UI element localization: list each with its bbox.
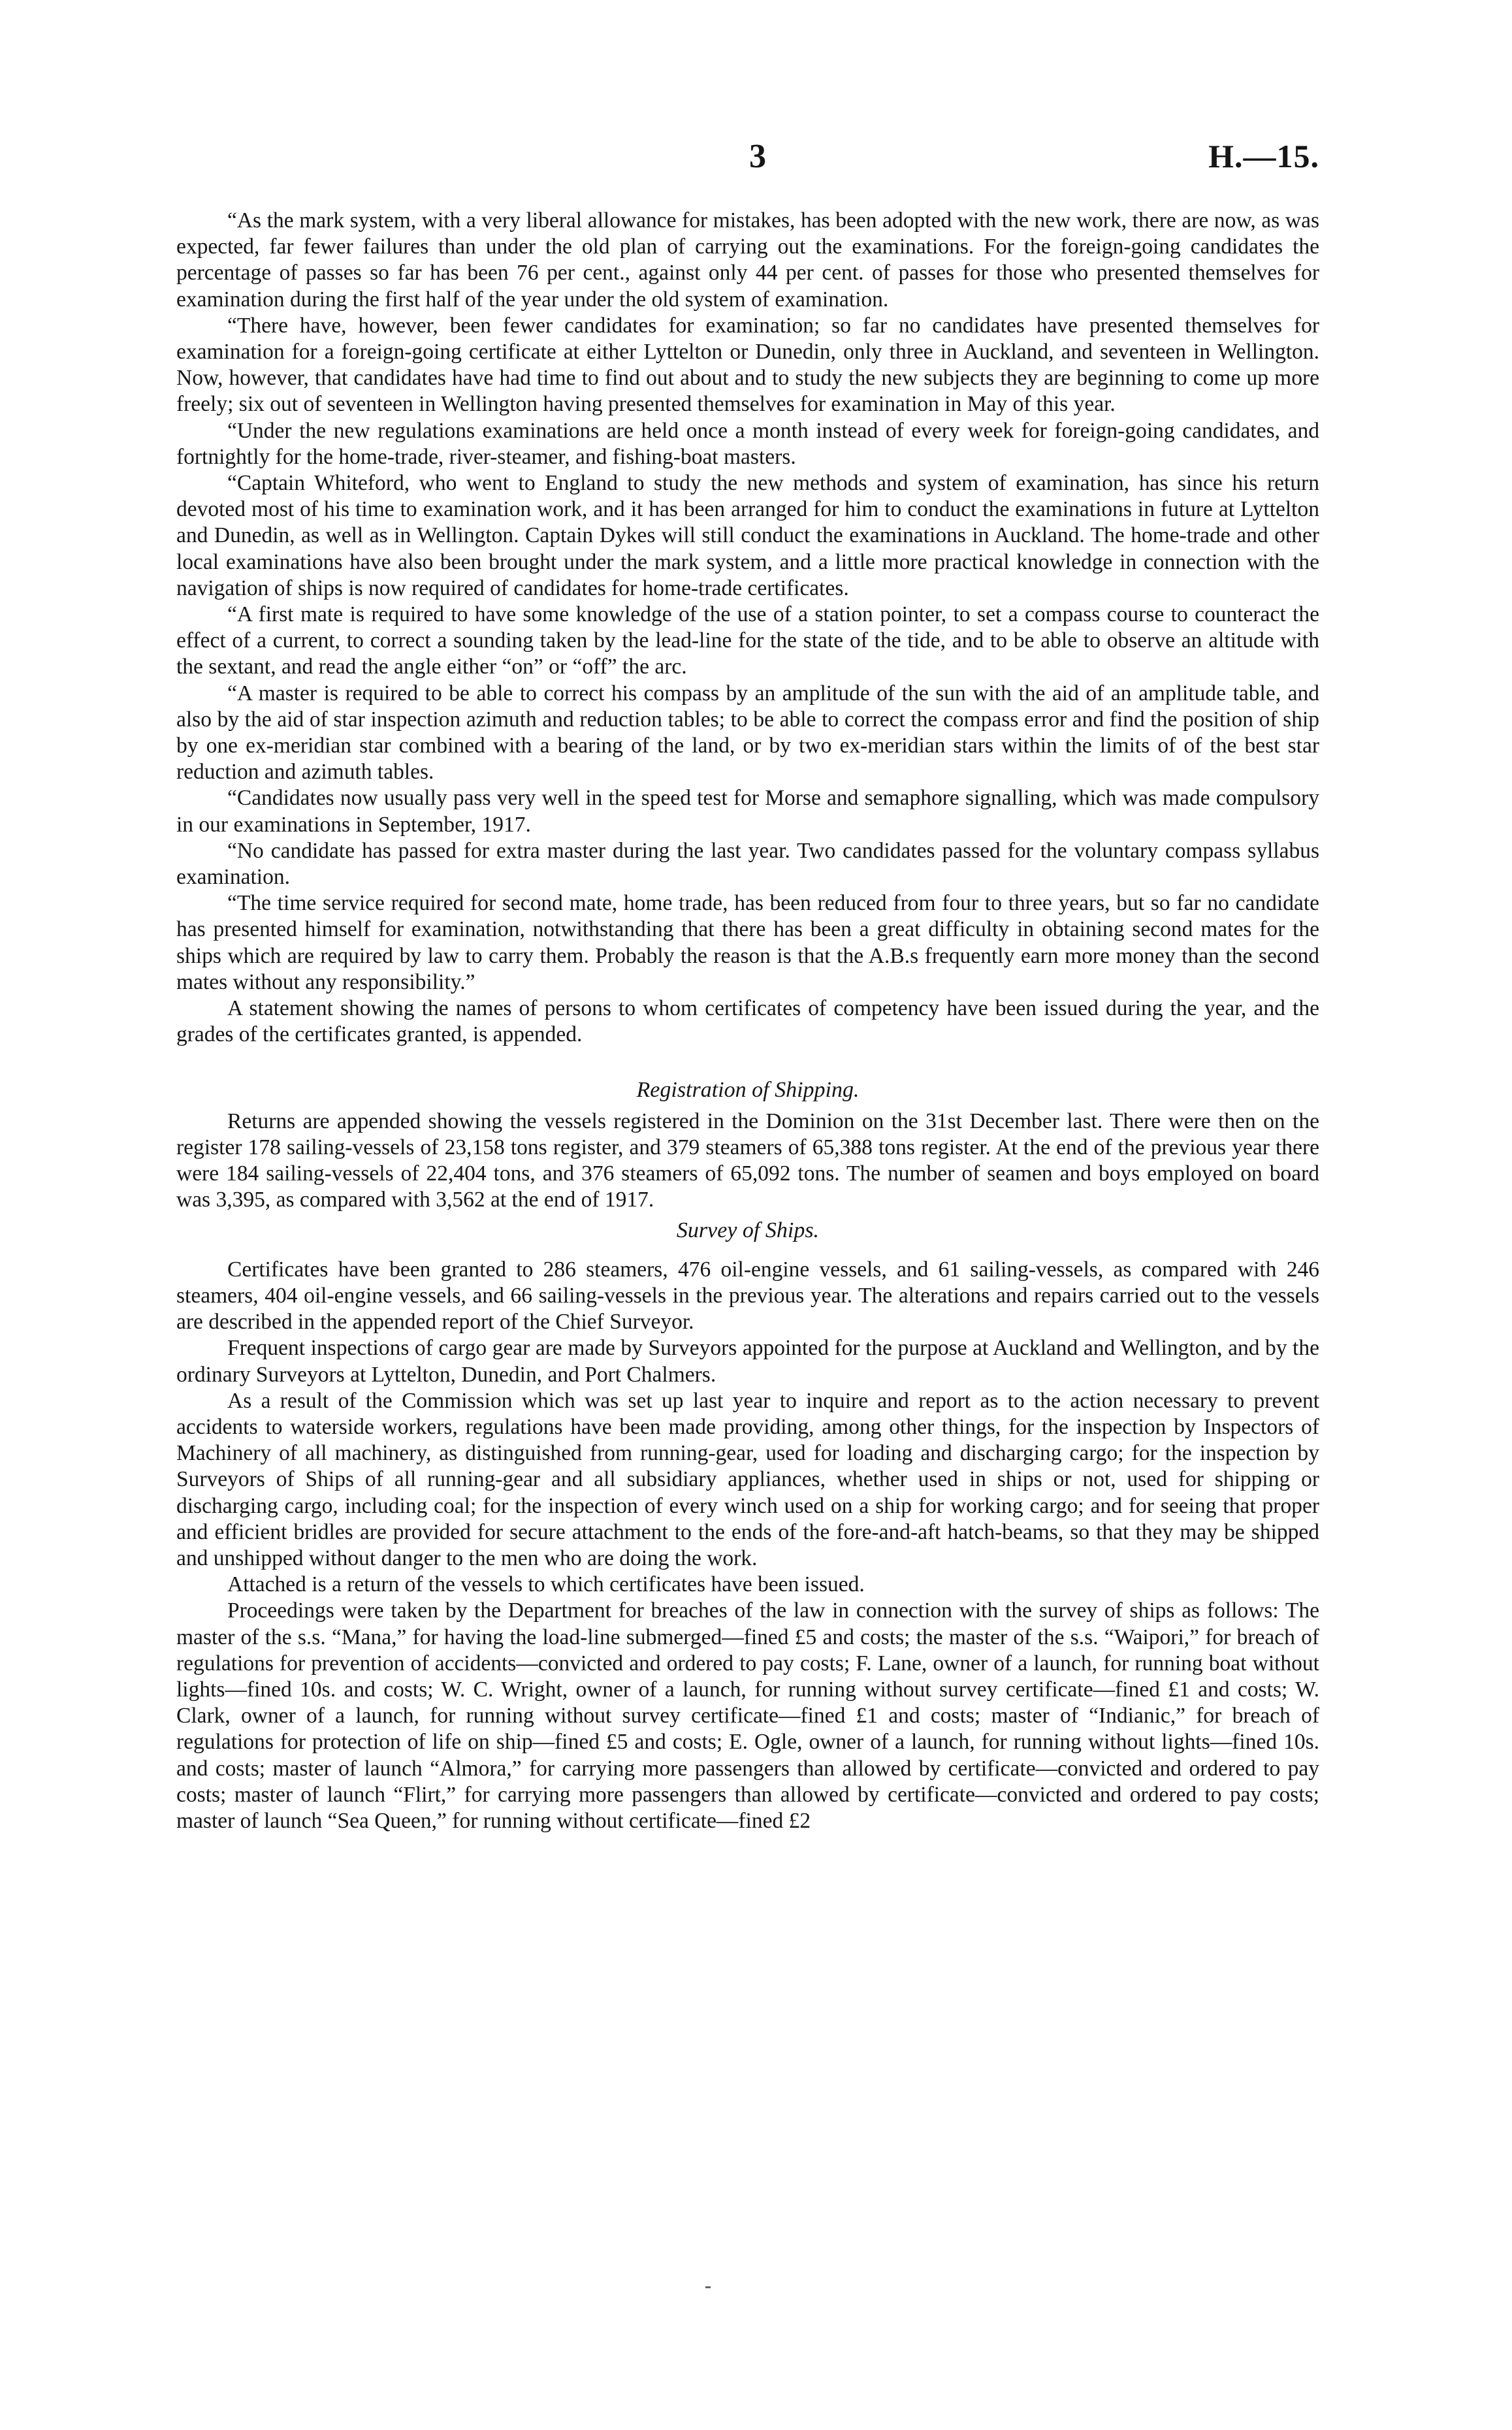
- print-mark: [705, 2286, 711, 2288]
- paragraph: Frequent inspections of cargo gear are made by Surveyors appointed for the purpose at Auckland and Wellington, and by the ordinary Surveyors at Lyttelton, Dunedin, and Port Chalmers.: [176, 1336, 1319, 1387]
- paragraph: “As the mark system, with a very liberal allowance for mistakes, has been adopted with the new work, there are now, as was expected, far fewer failures than under the old plan of carrying out the examinations. For the foreign-going candidates the percentage of passes so far has been 76 per cent., against only 44 per cent. of passes for those who presented themselves for examination during the first half of the year under the old system of examination.: [176, 208, 1319, 312]
- paragraph: A statement showing the names of persons to whom certificates of competency have been issued during the year, and the grades of the certificates granted, is appended.: [176, 996, 1319, 1047]
- page-number: 3: [749, 138, 766, 175]
- paragraph: “Candidates now usually pass very well in the speed test for Morse and semaphore signalling, which was made compulsory in our examinations in September, 1917.: [176, 786, 1319, 837]
- paragraph: Proceedings were taken by the Department for breaches of the law in connection with the survey of ships as follows: The master of the s.s. “Mana,” for having the load-line submerged—fined £5 and costs; the master of the s.s. “Waipori,” for breach of regulations for prevention of accidents—convicted and ordered to pay costs; F. Lane, owner of a launch, for running boat without lights—fined 10s. and costs; W. C. Wright, owner of a launch, for running without survey certificate—fined £1 and costs; W. Clark, owner of a launch, for running without survey certificate—fined £1 and costs; master of “Indianic,” for breach of regulations for protection of life on ship—fined £5 and costs; E. Ogle, owner of a launch, for running without lights—fined 10s. and costs; master of launch “Almora,” for carrying more passengers than allowed by certificate—convicted and ordered to pay costs; master of launch “Flirt,” for carrying more passengers than allowed by certificate—convicted and ordered to pay costs; master of launch “Sea Queen,” for running without certificate—fined £2: [176, 1598, 1319, 1833]
- paragraph: As a result of the Commission which was set up last year to inquire and report as to the action necessary to prevent accidents to waterside workers, regulations have been made providing, among other things, for the inspection by Inspectors of Machinery of all machinery, as distinguished from running-gear, used for loading and discharging cargo; for the inspection by Surveyors of Ships of all running-gear and all subsidiary appliances, whether used in ships or not, used for shipping or discharging cargo, including coal; for the inspection of every winch used on a ship for working cargo; and for seeing that proper and efficient bridles are provided for secure attachment to the ends of the fore-and-aft hatch-beams, so that they may be shipped and unshipped without danger to the men who are doing the work.: [176, 1388, 1319, 1570]
- document-body: [176, 208, 1319, 1834]
- paragraph: “There have, however, been fewer candidates for examination; so far no candidates have presented themselves for examination for a foreign-going certificate at either Lyttelton or Dunedin, only three in Auckland, and seventeen in Wellington. Now, however, that candidates have had time to find out about and to study the new subjects they are beginning to come up more freely; six out of seventeen in Wellington having presented themselves for examination in May of this year.: [176, 313, 1319, 417]
- paragraph: “The time service required for second mate, home trade, has been reduced from four to three years, but so far no candidate has presented himself for examination, notwithstanding that there has been a great difficulty in obtaining second mates for the ships which are required by law to carry them. Probably the reason is that the A.B.s frequently earn more money than the second mates without any responsibility.”: [176, 891, 1319, 994]
- paragraph: “A master is required to be able to correct his compass by an amplitude of the sun with the aid of an amplitude table, and also by the aid of star inspection azimuth and reduction tables; to be able to correct the compass error and find the position of ship by one ex-meridian star combined with a bearing of the land, or by two ex-meridian stars within the limits of of the best star reduction and azimuth tables.: [176, 681, 1319, 785]
- section-heading-registration: Registration of Shipping.: [636, 1077, 860, 1102]
- paragraph: Attached is a return of the vessels to which certificates have been issued.: [227, 1572, 865, 1597]
- paragraph: “Under the new regulations examinations are held once a month instead of every week for foreign-going candidates, and fortnightly for the home-trade, river-steamer, and fishing-boat masters.: [176, 418, 1319, 469]
- paragraph: “No candidate has passed for extra master during the last year. Two candidates passed for the voluntary compass syllabus examination.: [176, 838, 1319, 890]
- paragraph: Certificates have been granted to 286 steamers, 476 oil-engine vessels, and 61 sailing-vessels, as compared with 246 steamers, 404 oil-engine vessels, and 66 sailing-vessels in the previous year. The alterations and repairs carried out to the vessels are described in the appended report of the Chief Surveyor.: [176, 1257, 1319, 1335]
- paragraph: “Captain Whiteford, who went to England to study the new methods and system of examination, has since his return devoted most of his time to examination work, and it has been arranged for him to conduct the examinations in future at Lyttelton and Dunedin, as well as in Wellington. Captain Dykes will still conduct the examinations in Auckland. The home-trade and other local examinations have also been brought under the mark system, and a little more practical knowledge in connection with the navigation of ships is now required of candidates for home-trade certificates.: [176, 471, 1319, 600]
- section-heading-survey: Survey of Ships.: [676, 1218, 820, 1242]
- paragraph: Returns are appended showing the vessels registered in the Dominion on the 31st December last. There were then on the register 178 sailing-vessels of 23,158 tons register, and 379 steamers of 65,388 tons register. At the end of the previous year there were 184 sailing-vessels of 22,404 tons, and 376 steamers of 65,092 tons. The number of seamen and boys employed on board was 3,395, as compared with 3,562 at the end of 1917.: [176, 1109, 1319, 1212]
- paragraph: “A first mate is required to have some knowledge of the use of a station pointer, to set a compass course to counteract the effect of a current, to correct a sounding taken by the lead-line for the state of the tide, and to be able to observe an altitude with the sextant, and read the angle either “on” or “off” the arc.: [176, 602, 1319, 679]
- document-reference: H.—15.: [1208, 138, 1319, 174]
